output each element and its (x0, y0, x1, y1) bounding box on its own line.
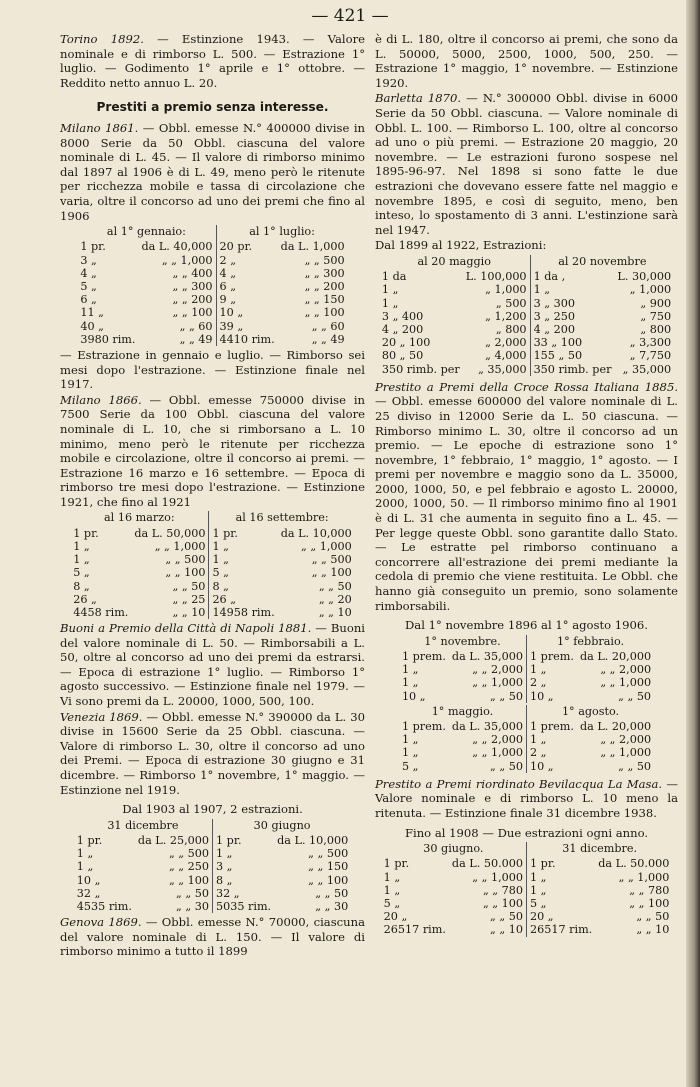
table-cell: 4 „ (80, 266, 97, 280)
table-row (70, 593, 355, 606)
entry-text: — Obbl. emesse N.° 70000, ciascuna del valore nominale di L. 150. — Il valore di rimborso minimo a tutto il 1899 (60, 915, 365, 959)
entry-text: — Valore nominale e di rimborso L. 10 meno la ritenuta. — Estinzione finale 31 dicembre 1938. (375, 776, 678, 821)
table-cell: 6 „ (219, 279, 237, 293)
table-cell: 155 „ 50 (533, 349, 583, 363)
entry-torino (60, 32, 365, 90)
table-cell: „ „ 500 (311, 553, 352, 567)
prize-table (399, 635, 654, 703)
table-cell: da L. 25,000 (137, 834, 209, 848)
table-cell: „ „ 250 (168, 860, 209, 874)
table-cell: da L. 35,000 (451, 650, 523, 664)
section-heading: Prestiti a premio senza interesse. (96, 100, 329, 115)
table-cell: 20 „ (383, 910, 408, 924)
table-row (399, 760, 654, 773)
table-cell: „ „ 500 (168, 847, 209, 861)
entry-lead: Buoni a Premio della Città di Napoli 1881. (60, 621, 312, 636)
table-cell: „ 800 (495, 322, 527, 336)
prize-table-milano-1866 (60, 511, 365, 619)
table-cell: 5 „ (401, 759, 419, 773)
table-cell: „ „ 100 (165, 566, 206, 580)
table-cell: 1 pr. (73, 526, 99, 540)
table-cell: „ „ 30 (315, 900, 349, 914)
prize-table (70, 511, 355, 619)
table-cell: 20 „ 100 (381, 336, 431, 350)
table-column-heading: 30 giugno. (423, 842, 484, 856)
table-cell: „ „ 100 (168, 873, 209, 887)
table-row (77, 333, 347, 346)
table-cell: 32 „ (76, 886, 101, 900)
prize-table (381, 842, 673, 936)
table-row (399, 663, 654, 676)
table-cell: „ „ 1,000 (161, 253, 213, 267)
table-column-heading: al 1° gennaio: (106, 225, 186, 239)
table-cell: „ „ 1,000 (618, 870, 670, 884)
table-cell: „ „ 2,000 (600, 733, 652, 747)
entry-lead: Barletta 1870. (375, 91, 462, 106)
table-cell: 26 „ (212, 592, 237, 606)
table-cell: 10 „ (530, 759, 554, 773)
table-cell: „ „ 49 (311, 332, 345, 346)
table-column-heading: al 20 maggio (417, 254, 491, 268)
table-row (379, 310, 674, 323)
table-cell: „ 1,200 (485, 309, 527, 323)
table-cell: 8 „ (212, 579, 229, 593)
table-cell: „ „ 50 (490, 689, 523, 703)
table-cell: „ „ 30 (176, 900, 209, 914)
table-cell: 9 „ (219, 293, 237, 307)
entry-text: — Obbl. emesse 750000 divise in 7500 Serie da 100 Obbl. ciascuna del valore nominale di L. 10, che si rimborsano a L. 10 minimo, meno però le ritenute per ricchezza mobile e circolazione, oltre il concorso ai premi. — Estrazione 16 marzo e 16 settembre. — Epoca di rimborso tre mesi dopo l'estrazione. — Estinzione 1921, che fino al 1921 (60, 392, 365, 509)
table-row (74, 900, 351, 913)
table-cell: „ „ 400 (172, 266, 213, 280)
table-cell: 8 „ (216, 873, 233, 887)
table-cell: „ „ 780 (629, 883, 670, 897)
table-row (77, 320, 347, 333)
prize-table (379, 255, 674, 376)
table-cell: „ „ 500 (304, 253, 345, 267)
table-cell: 32 „ (216, 886, 240, 900)
table-row (74, 874, 351, 887)
prize-table-croce-nov-feb (375, 635, 678, 703)
table-cell: „ „ 50 (618, 759, 652, 773)
table-cell: 1 „ (401, 676, 419, 690)
table-cell: 4 „ (219, 266, 237, 280)
table-cell: 1 „ (383, 883, 401, 897)
table-cell: 4 „ 200 (533, 322, 575, 336)
table-row (379, 297, 674, 310)
table-cell: 1 „ (212, 539, 229, 553)
table-cell: 1 da , (533, 270, 566, 284)
prize-table-barletta (375, 255, 678, 376)
entry-lead: Milano 1861. (60, 120, 139, 135)
table-caption-barletta: Dal 1899 al 1922, Estrazioni: (375, 238, 547, 253)
table-column-heading: al 16 marzo: (104, 511, 175, 525)
table-row (381, 871, 673, 884)
table-cell: „ „ 200 (172, 293, 213, 307)
table-cell: „ „ 100 (172, 306, 213, 320)
entry-text: — Obbl. emesse N.° 390000 da L. 30 divise in 15600 Serie da 25 Obbl. ciascuna. — Valore di rimborso L. 30, oltre il concorso ad uno dei Premi. — Epoca di estrazione 30 giugno e 31 dicembre. — Rimborso 1° novembre, 1° maggio. — Estinzione nel 1919. (60, 709, 365, 797)
table-row (379, 349, 674, 362)
table-row (77, 240, 347, 253)
table-cell: 1 „ (401, 746, 419, 760)
table-cell: 14958 rim. (212, 605, 275, 619)
table-cell: 1 „ (73, 553, 90, 567)
table-cell: 10 „ (76, 873, 101, 887)
table-cell: 5 „ (530, 897, 547, 911)
table-cell: da L. 20,000 (579, 650, 652, 664)
table-column-heading: 1° agosto. (561, 704, 620, 718)
table-row (381, 923, 673, 936)
table-row (70, 580, 355, 593)
table-cell: 8 „ (73, 579, 90, 593)
entry-text: — N.° 300000 Obbl. divise in 6000 Serie da 50 Obbl. ciascuna. — Valore nominale di Obbl. L. 100. — Rimborso L. 100, oltre al concorso ad uno o più premi. — Estrazione 20 maggio, 20 novembre. — Le estrazioni furono sospese nel 1895-96-97. Nel 1898 si sono fatte le due estrazioni che dovevano essere fatte nel maggio e novembre 1895, e così di seguito, meno, ben inteso, lo spostamento di 3 anni. L'estinzione sarà nel 1947. (375, 91, 679, 237)
prize-table-venezia (60, 819, 365, 913)
entry-genova-continued: è di L. 180, oltre il concorso ai premi, che sono da L. 50000, 5000, 2500, 1000, 500, 250. — Estrazione 1° maggio, 1° novembre. — Estinzione 1920. (375, 32, 678, 90)
table-cell: „ 500 (495, 296, 527, 310)
table-cell: „ „ 1,000 (600, 746, 652, 760)
table-row (77, 267, 347, 280)
table-cell: „ „ 10 (318, 605, 352, 619)
table-cell: 26517 rim. (383, 923, 446, 937)
table-cell: 1 „ (383, 870, 401, 884)
table-cell: 3 „ 300 (533, 296, 575, 310)
table-cell: „ „ 60 (311, 319, 345, 333)
table-cell: 5 „ (80, 279, 97, 293)
page-number: — 421 — (311, 6, 389, 26)
entry-lead: Milano 1866. (60, 392, 142, 407)
table-cell: 1 „ (381, 283, 399, 297)
table-cell: 1 „ (530, 870, 547, 884)
table-cell: L. 100,000 (465, 270, 527, 284)
table-cell: 26517 rim. (530, 923, 593, 937)
table-column-heading: 1° febbraio. (557, 634, 625, 648)
table-row (74, 834, 351, 847)
table-cell: „ 900 (640, 296, 672, 310)
table-row (379, 323, 674, 336)
table-cell: „ „ 50 (172, 579, 206, 593)
table-cell: 1 „ (381, 296, 399, 310)
table-cell: 1 „ (533, 283, 551, 297)
table-cell: 2 „ (530, 676, 547, 690)
table-cell: „ 35,000 (478, 362, 527, 376)
table-cell: 5 „ (383, 897, 401, 911)
table-row (70, 553, 355, 566)
table-cell: „ „ 300 (172, 279, 213, 293)
table-cell: „ „ 50 (490, 759, 523, 773)
table-cell: 5 „ (73, 566, 90, 580)
table-cell: 26 „ (73, 592, 97, 606)
table-cell: 1 prem. (530, 720, 574, 734)
table-cell: „ 4,000 (485, 349, 527, 363)
table-cell: „ „ 50 (176, 886, 209, 900)
table-cell: „ „ 60 (179, 319, 213, 333)
table-column-heading: al 16 settembre: (235, 511, 329, 525)
table-cell: L. 30,000 (617, 270, 672, 284)
table-cell: 1 „ (401, 733, 419, 747)
table-cell: da L. 10,000 (280, 526, 352, 540)
table-cell: 2 „ (219, 253, 237, 267)
table-cell: „ „ 50 (490, 910, 523, 924)
table-cell: „ „ 780 (482, 883, 523, 897)
table-cell: „ „ 2,000 (600, 663, 652, 677)
entry-lead: Prestito a Premi della Croce Rossa Italiana 1885. (375, 379, 678, 394)
entry-milano-1861 (60, 121, 365, 223)
table-cell: „ „ 100 (308, 873, 349, 887)
table-cell: „ „ 100 (629, 897, 670, 911)
table-row (70, 606, 355, 619)
table-cell: 1 „ (73, 539, 90, 553)
table-cell: 1 pr. (530, 857, 556, 871)
table-cell: 6 „ (80, 293, 97, 307)
table-cell: „ „ 50 (315, 886, 349, 900)
table-cell: „ „ 1,000 (472, 870, 523, 884)
table-row (381, 884, 673, 897)
table-cell: da L. 35,000 (451, 720, 523, 734)
entry-barletta (375, 91, 678, 237)
table-cell: 1 prem. (401, 720, 446, 734)
table-cell: 39 „ (219, 319, 244, 333)
table-column-heading: 1° maggio. (431, 704, 494, 718)
table-cell: „ „ 100 (482, 897, 523, 911)
table-cell: 11 „ (80, 306, 104, 320)
entry-croce-rossa (375, 380, 678, 614)
prize-table-croce-mag-ago (375, 705, 678, 773)
table-cell: 1 „ (216, 847, 233, 861)
entry-genova (60, 915, 365, 959)
table-column-heading: 1° novembre. (424, 634, 501, 648)
table-cell: „ „ 1,000 (154, 539, 206, 553)
table-cell: 1 „ (401, 663, 419, 677)
table-cell: „ 2,000 (485, 336, 527, 350)
table-cell: „ „ 1,000 (472, 746, 523, 760)
table-cell: 350 rimb. per (533, 362, 612, 376)
table-column-heading: 31 dicembre (107, 818, 179, 832)
table-row (399, 746, 654, 759)
table-cell: „ „ 200 (304, 279, 345, 293)
table-cell: 3980 rim. (80, 332, 136, 346)
entry-text: — Buoni del valore nominale di L. 50. — Rimborsabili a L. 50, oltre al concorso ad uno dei premi da estrarsi. — Epoca di estrazione 1° luglio. — Rimborso 1° agosto successivo. — Estinzione finale nel 1979. — Vi sono premi da L. 20000, 1000, 500, 100. (60, 621, 365, 709)
table-row (399, 690, 654, 703)
table-cell: 1 „ (76, 847, 94, 861)
table-column-heading: al 20 novembre (558, 254, 647, 268)
table-cell: 80 „ 50 (381, 349, 424, 363)
table-cell: da L. 50,000 (134, 526, 206, 540)
entry-milano-1866 (60, 393, 365, 510)
table-cell: 1 pr. (383, 857, 410, 871)
entry-lead: Venezia 1869. (60, 709, 143, 724)
table-cell: 2 „ (530, 746, 547, 760)
table-cell: „ „ 10 (172, 605, 206, 619)
prize-table (77, 225, 347, 346)
table-cell: „ „ 500 (308, 847, 349, 861)
table-cell: „ „ 49 (179, 332, 213, 346)
table-row (77, 293, 347, 306)
table-cell: da L. 1,000 (280, 240, 345, 254)
table-cell: 1 da (381, 270, 407, 284)
table-cell: „ „ 150 (308, 860, 349, 874)
table-column-heading: al 1° luglio: (249, 225, 315, 239)
table-cell: 1 prem. (530, 650, 574, 664)
table-cell: 3 „ (80, 253, 97, 267)
table-cell: da L. 50.000 (451, 857, 523, 871)
table-row (70, 540, 355, 553)
table-cell: „ 800 (640, 322, 672, 336)
entry-bevilacqua (375, 777, 678, 821)
table-cell: 350 rimb. per (381, 362, 460, 376)
entry-text: — Estinzione 1943. — Valore nominale e di rimborso L. 500. — Estrazione 1° luglio. — Godimento 1° aprile e 1° ottobre. — Reddito netto annuo L. 20. (60, 32, 365, 90)
table-cell: 1 pr. (212, 526, 238, 540)
table-cell: „ 750 (640, 309, 672, 323)
table-cell: 4410 rim. (219, 332, 275, 346)
table-cell: 1 „ (530, 883, 547, 897)
table-column-heading: 30 giugno (253, 818, 311, 832)
table-row (379, 363, 674, 376)
prize-table-milano-1861 (60, 225, 365, 346)
table-row (70, 566, 355, 579)
table-cell: 1 pr. (76, 834, 103, 848)
table-caption-venezia: Dal 1903 al 1907, 2 estrazioni. (122, 802, 303, 817)
table-cell: 1 pr. (80, 240, 106, 254)
table-cell: da L. 20,000 (579, 720, 652, 734)
table-cell: 10 „ (219, 306, 244, 320)
table-caption-croce-rossa: Dal 1° novembre 1896 al 1° agosto 1906. (405, 618, 648, 633)
entry-lead: Prestito a Premi riordinato Bevilacqua La Masa. (375, 776, 663, 791)
table-row (381, 910, 673, 923)
table-cell: „ 3,300 (629, 336, 672, 350)
table-cell: 3 „ 250 (533, 309, 575, 323)
table-cell: 10 „ (401, 689, 426, 703)
table-cell: „ 1,000 (629, 283, 672, 297)
table-cell: da L. 50.000 (598, 857, 670, 871)
entry-napoli (60, 621, 365, 709)
table-cell: 4535 rim. (76, 900, 132, 914)
table-cell: „ „ 100 (311, 566, 352, 580)
table-cell: „ „ 150 (304, 293, 345, 307)
table-cell: da L. 10,000 (277, 834, 349, 848)
table-cell: 5 „ (212, 566, 229, 580)
table-cell: 3 „ (216, 860, 233, 874)
table-caption-bevilacqua: Fino al 1908 — Due estrazioni ogni anno. (404, 825, 649, 840)
table-cell: „ 7,750 (629, 349, 672, 363)
entry-text: — Obbl. emesse 600000 del valore nominale di L. 25 diviso in 12000 Serie da L. 50 ciascuna. — Rimborso minimo L. 30, oltre il concorso ad un premio. — Le epoche di estrazione sono 1° novembre, 1° febbraio, 1° maggio, 1° agosto. — I premi per novembre e maggio sono da L. 35000, 2000, 1000, 50, e pel febbraio e agosto L. 20000, 2000, 1000, 50. — Il rimborso minimo fino al 1901 è di L. 31 che aumenta in seguito fino a L. 45. — Per legge queste Obbl. sono garantite dallo Stato. — Le estratte pel rimborso continuano a concorrere all'estrazione dei premi mediante la cedola di premio che viene restituita. Le Obbl. che hanno già conseguito un premio, sono solamente rimborsabili. (375, 394, 678, 613)
table-row (77, 280, 347, 293)
table-row (77, 254, 347, 267)
entry-text: — Obbl. emesse N.° 400000 divise in 8000 Serie da 50 Obbl. ciascuna del valore nominale di L. 45. — Il valore di rimborso minimo dal 1897 al 1906 è di L. 49, meno però le ritenute per ricchezza mobile e tassa di circolazione che varia, oltre il concorso ad uno dei premi che fino al 1906 (60, 120, 366, 223)
table-cell: „ 35,000 (622, 362, 672, 376)
table-cell: „ „ 1,000 (472, 676, 523, 690)
table-cell: 1 „ (212, 553, 229, 567)
table-row (379, 270, 674, 283)
table-cell: „ „ 50 (618, 689, 652, 703)
table-cell: 1 „ (530, 733, 547, 747)
table-row (381, 897, 673, 910)
prize-table-bevilacqua (375, 842, 678, 936)
table-cell: „ „ 50 (318, 579, 352, 593)
table-cell: 4 „ 200 (381, 322, 424, 336)
entry-venezia (60, 710, 365, 798)
table-cell: 10 „ (530, 689, 554, 703)
left-column (60, 32, 365, 959)
table-cell: „ „ 2,000 (472, 663, 523, 677)
table-cell: 40 „ (80, 319, 104, 333)
table-cell: „ „ 50 (636, 910, 670, 924)
prize-table (399, 705, 654, 773)
table-row (74, 860, 351, 873)
table-cell: „ „ 500 (165, 553, 206, 567)
page-edge-shadow (686, 0, 700, 1087)
table-cell: 1 prem. (401, 650, 446, 664)
table-cell: „ „ 10 (636, 923, 670, 937)
table-cell: „ „ 100 (304, 306, 345, 320)
table-row (399, 720, 654, 733)
table-row (399, 733, 654, 746)
table-row (70, 527, 355, 540)
table-column-heading: 31 dicembre. (562, 842, 638, 856)
table-cell: 4458 rim. (73, 605, 129, 619)
table-cell: 20 pr. (219, 240, 253, 254)
prize-table (74, 819, 351, 913)
table-row (379, 283, 674, 296)
table-cell: „ „ 25 (172, 592, 206, 606)
table-cell: „ 1,000 (485, 283, 527, 297)
table-row (74, 887, 351, 900)
table-cell: 33 „ 100 (533, 336, 583, 350)
table-cell: 1 „ (530, 663, 547, 677)
table-row (379, 336, 674, 349)
table-cell: „ „ 20 (318, 592, 352, 606)
table-row (77, 306, 347, 319)
table-cell: 1 „ (76, 860, 94, 874)
table-cell: 3 „ 400 (381, 309, 424, 323)
table-row (74, 847, 351, 860)
table-cell: „ „ 1,000 (600, 676, 652, 690)
table-cell: 1 pr. (216, 834, 242, 848)
table-row (399, 676, 654, 689)
table-cell: da L. 40,000 (141, 240, 213, 254)
entry-lead: Genova 1869. (60, 915, 142, 930)
table-cell: 20 „ (530, 910, 554, 924)
table-row (399, 650, 654, 663)
table-cell: 5035 rim. (216, 900, 272, 914)
table-cell: „ „ 1,000 (301, 539, 352, 553)
table-cell: „ „ 300 (304, 266, 345, 280)
entry-milano-1861-after: — Estrazione in gennaio e luglio. — Rimborso sei mesi dopo l'estrazione. — Estinzione finale nel 1917. (60, 347, 365, 392)
table-row (381, 857, 673, 870)
right-column (375, 32, 678, 939)
table-cell: „ „ 10 (490, 923, 523, 937)
table-cell: „ „ 2,000 (472, 733, 523, 747)
entry-lead: Torino 1892. (60, 32, 144, 46)
